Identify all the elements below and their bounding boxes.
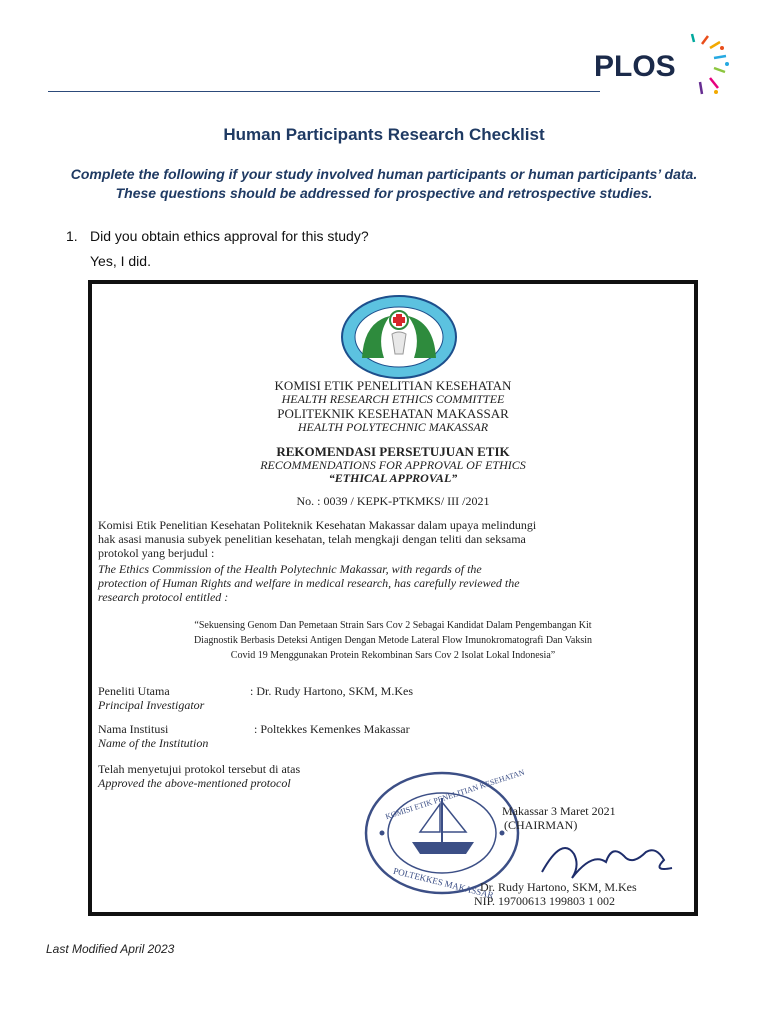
body-indonesian: Komisi Etik Penelitian Kesehatan Politeknik Kesehatan Makassar dalam upaya melindungi hak asasi manusia subyek penelitian kesehatan, telah mengkaji dengan teliti dan seksama protokol yang berjudul : [98, 518, 537, 560]
recommendation-title-en: RECOMMENDATIONS FOR APPROVAL OF ETHICS [260, 458, 526, 472]
question-answer: Yes, I did. [90, 253, 151, 269]
subtitle-line-2: These questions should be addressed for prospective and retrospective studies. [115, 185, 653, 201]
plos-logo-text: PLOS [594, 50, 676, 83]
protocol-title: “Sekuensing Genom Dan Pemetaan Strain Sars Cov 2 Sebagai Kandidat Dalam Pengembangan Kit Diagnostik Berbasis Deteksi Antigen Dengan Metode Lateral Flow Imunokromatografi Dan Vaksin Covid 19 Menggunakan Protein Rekombinan Sars Cov 2 Isolat Lokal Indonesia” [193, 620, 593, 661]
committee-line-3: POLITEKNIK KESEHATAN MAKASSAR [277, 406, 509, 421]
page-title: Human Participants Research Checklist [223, 125, 545, 144]
institution-label: Nama Institusi [98, 722, 169, 736]
plos-burst-icon [692, 34, 729, 94]
committee-line-4: HEALTH POLYTECHNIC MAKASSAR [297, 420, 489, 434]
signature-place-date: Makassar 3 Maret 2021 [502, 804, 616, 818]
approved-statement-en: Approved the above-mentioned protocol [98, 776, 291, 790]
pi-label: Peneliti Utama [98, 684, 170, 698]
question-number: 1. [66, 228, 78, 244]
approved-statement: Telah menyetujui protokol tersebut di atas [98, 762, 301, 776]
ethical-approval-certificate [88, 280, 698, 916]
header-rule [48, 91, 600, 92]
stamp-text-bottom: POLTEKKES MAKASSAR [392, 865, 495, 901]
question-text: Did you obtain ethics approval for this study? [90, 228, 369, 244]
signature-role: (CHAIRMAN) [504, 818, 578, 832]
signatory-name: Dr. Rudy Hartono, SKM, M.Kes [480, 880, 637, 894]
last-modified-note: Last Modified April 2023 [46, 942, 175, 956]
polytechnic-emblem-icon [340, 294, 458, 380]
approval-number: No. : 0039 / KEPK-PTKMKS/ III /2021 [296, 494, 490, 508]
subtitle-line-1: Complete the following if your study involved human participants or human participants’ data. [70, 166, 698, 182]
plos-logo [590, 30, 730, 100]
ethical-approval-heading: “ETHICAL APPROVAL” [328, 471, 458, 485]
pi-value: : Dr. Rudy Hartono, SKM, M.Kes [250, 684, 414, 698]
pi-label-en: Principal Investigator [98, 698, 205, 712]
body-english: The Ethics Commission of the Health Polytechnic Makassar, with regards of the protection of Human Rights and welfare in medical research, has carefully reviewed the research protocol entitled : [98, 562, 520, 604]
recommendation-title: REKOMENDASI PERSETUJUAN ETIK [276, 444, 510, 459]
institution-value: : Poltekkes Kemenkes Makassar [254, 722, 410, 736]
committee-line-2: HEALTH RESEARCH ETHICS COMMITTEE [281, 392, 505, 406]
institution-label-en: Name of the Institution [98, 736, 209, 750]
stamp-text-top: KOMISI ETIK PENELITIAN KESEHATAN [384, 767, 526, 822]
committee-line-1: KOMISI ETIK PENELITIAN KESEHATAN [274, 378, 512, 393]
signatory-nip: NIP. 19700613 199803 1 002 [474, 894, 616, 908]
